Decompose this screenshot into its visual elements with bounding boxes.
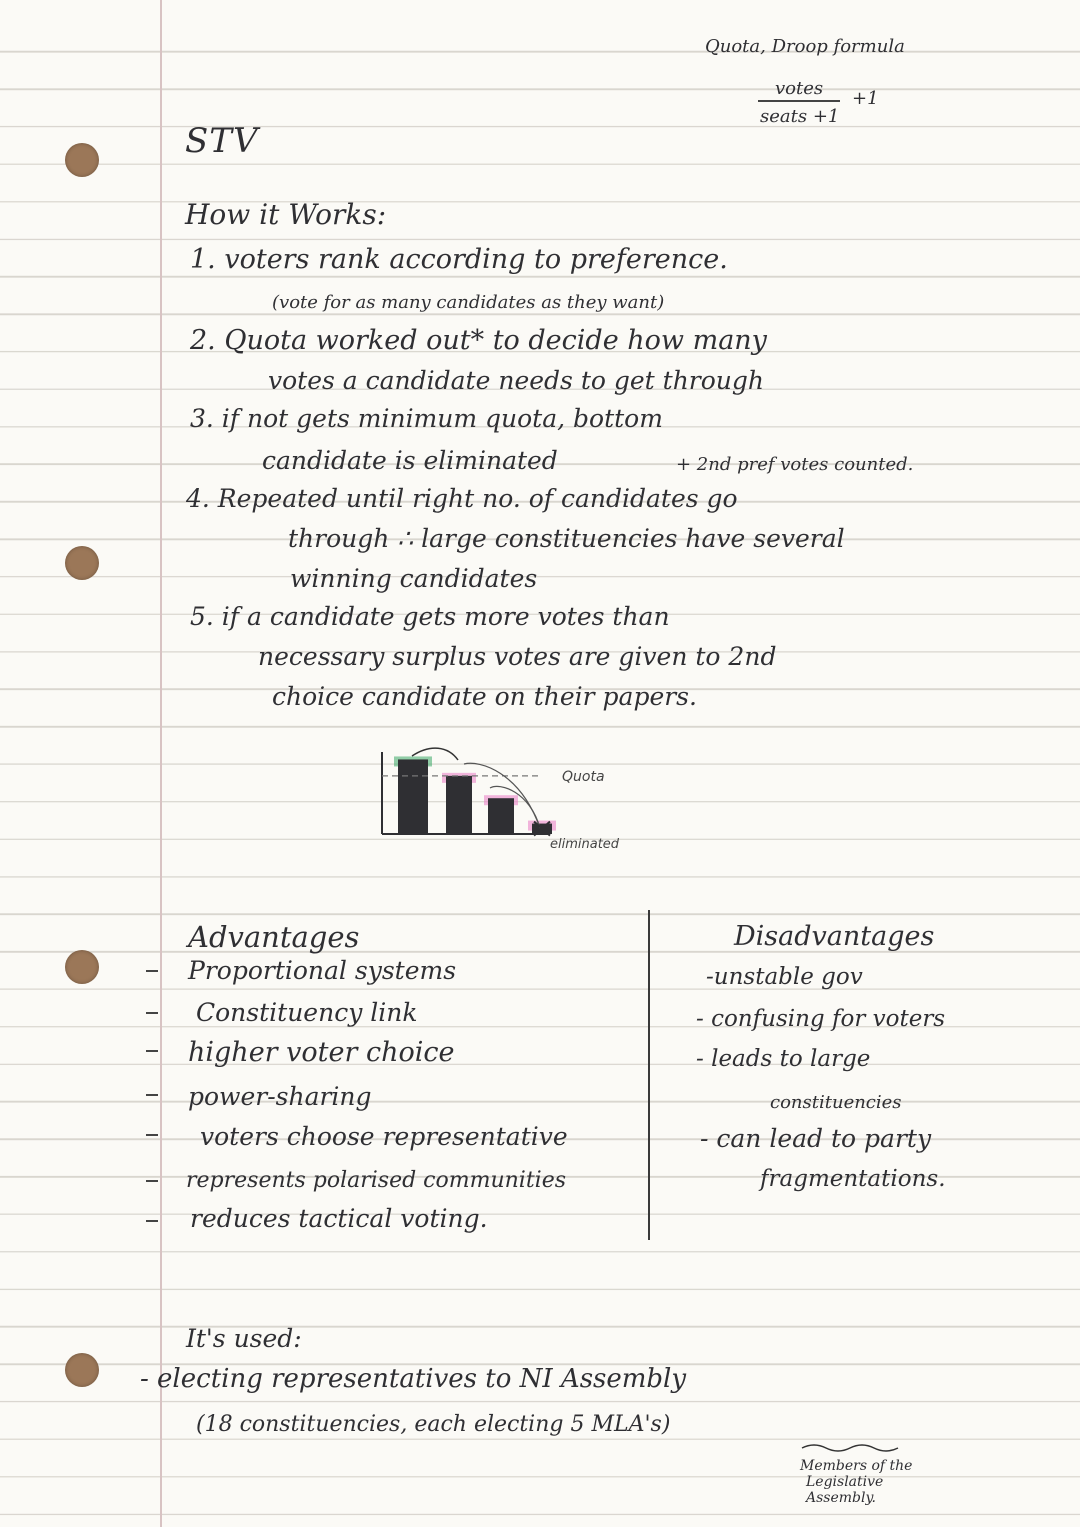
step-line: through ∴ large constituencies have several (288, 524, 845, 553)
bullet-dash (146, 1094, 158, 1096)
bullet-dash (146, 1134, 158, 1136)
footnote: Legislative (806, 1474, 884, 1490)
footnote: Members of the (800, 1458, 913, 1474)
step-line: 4. Repeated until right no. of candidates go (186, 484, 738, 513)
advantage-item: higher voter choice (188, 1037, 455, 1068)
formula-plus-one: +1 (852, 88, 879, 109)
punch-hole (65, 143, 99, 177)
page-title: STV (185, 121, 259, 161)
formula-note: Quota, Droop formula (705, 36, 905, 57)
footnote: Assembly. (806, 1490, 876, 1506)
quota-label: Quota (562, 768, 605, 785)
usage-line: (18 constituencies, each electing 5 MLA's) (196, 1412, 671, 1437)
bullet-dash (146, 1180, 158, 1182)
step-line: 5. if a candidate gets more votes than (190, 602, 670, 631)
step-line: votes a candidate needs to get through (268, 366, 765, 395)
bullet-dash (146, 1012, 158, 1014)
formula-denominator: seats +1 (760, 106, 840, 127)
advantage-item: represents polarised communities (186, 1168, 567, 1193)
disadvantage-item: constituencies (770, 1092, 902, 1113)
step-line: 2. Quota worked out* to decide how many (190, 325, 767, 356)
advantage-item: reduces tactical voting. (190, 1204, 488, 1233)
step-line: 3. if not gets minimum quota, bottom (190, 404, 663, 433)
disadvantage-item: - can lead to party (700, 1124, 932, 1153)
eliminated-label: eliminated (550, 837, 620, 852)
disadvantage-item: - confusing for voters (696, 1006, 946, 1032)
chart-bar (446, 776, 472, 834)
step-line: candidate is eliminated (262, 446, 558, 475)
punch-hole (65, 546, 99, 580)
disadvantage-item: - leads to large (696, 1046, 871, 1072)
step-line: + 2nd pref votes counted. (676, 454, 914, 475)
margin-line (160, 0, 162, 1527)
advantage-item: power-sharing (188, 1082, 372, 1111)
advantage-item: voters choose representative (200, 1122, 568, 1151)
step-line: winning candidates (290, 564, 538, 593)
column-divider (648, 910, 650, 1240)
step-line: choice candidate on their papers. (272, 682, 697, 711)
bullet-dash (146, 1050, 158, 1052)
quota-bar-sketch (370, 742, 680, 852)
underline-squiggle (800, 1440, 910, 1452)
usage-line: - electing representatives to NI Assembly (140, 1364, 687, 1394)
step-line: necessary surplus votes are given to 2nd (258, 642, 777, 671)
bullet-dash (146, 970, 158, 972)
advantages-heading: Advantages (188, 920, 360, 954)
punch-hole (65, 950, 99, 984)
usage-heading: It's used: (186, 1324, 302, 1353)
section-heading: How it Works: (185, 198, 387, 231)
chart-bar (398, 759, 428, 834)
punch-hole (65, 1353, 99, 1387)
advantage-item: Constituency link (196, 998, 418, 1027)
step-line: 1. voters rank according to preference. (190, 244, 728, 275)
chart-bar (488, 798, 514, 834)
disadvantage-item: -unstable gov (706, 964, 863, 990)
disadvantage-item: fragmentations. (760, 1166, 946, 1192)
bullet-dash (146, 1220, 158, 1222)
step-line: (vote for as many candidates as they want) (272, 292, 665, 313)
advantage-item: Proportional systems (188, 956, 457, 985)
formula-numerator: votes (775, 78, 824, 99)
disadvantages-heading: Disadvantages (734, 921, 935, 952)
